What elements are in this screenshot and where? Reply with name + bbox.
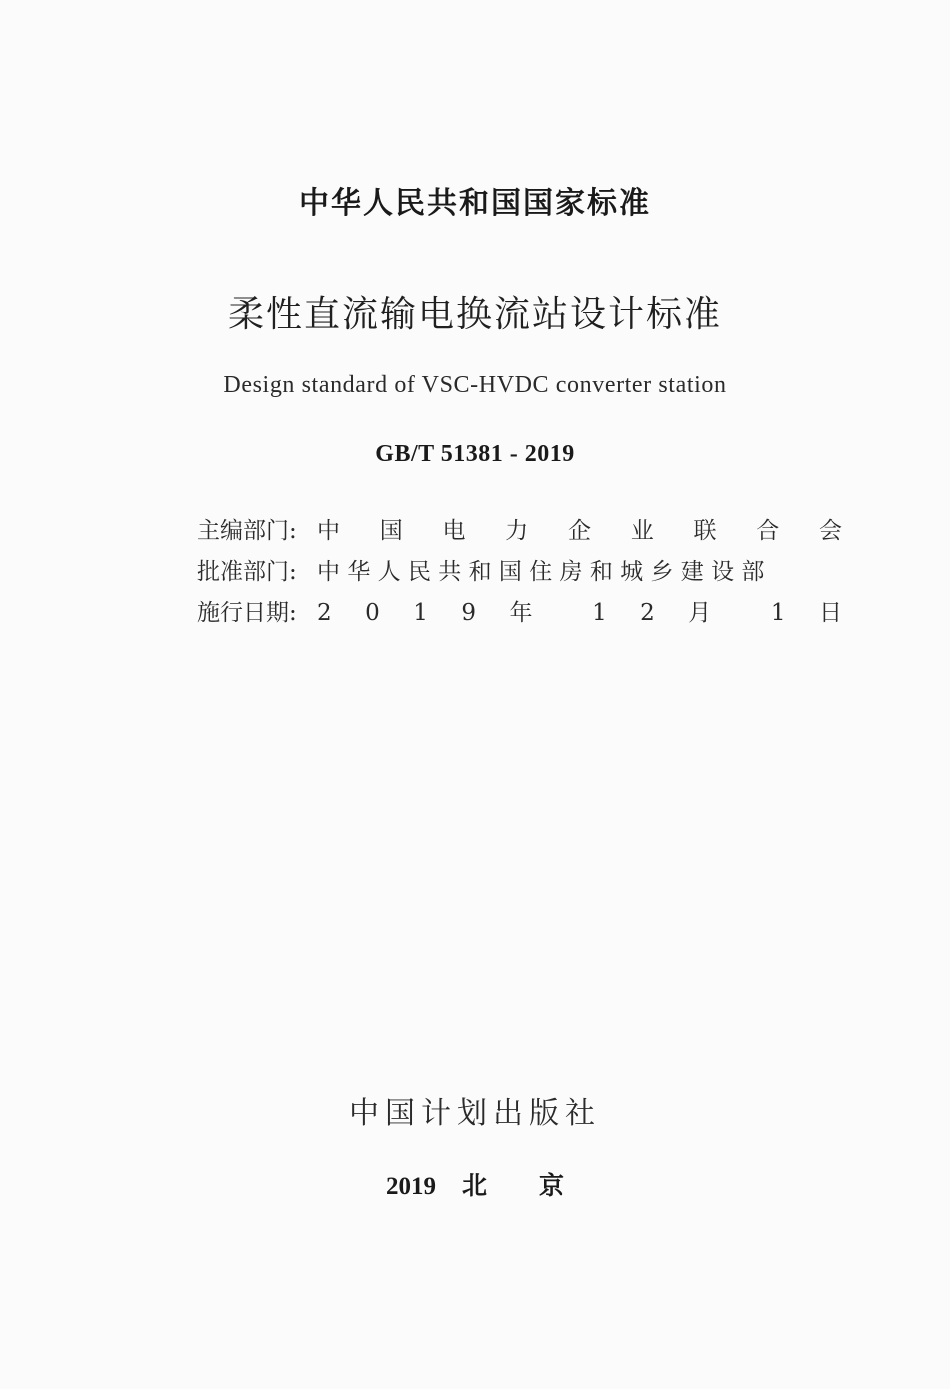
effective-date-label: 施行日期:: [197, 600, 297, 626]
compiling-department-row: [197, 512, 842, 545]
standard-title-chinese: 柔性直流输电换流站设计标准: [227, 294, 722, 335]
effective-date-value: 2 0 1 9 年 1 2 月 1 日: [317, 600, 843, 626]
compiling-department-value: 中 国 电 力 企 业 联 合 会: [317, 518, 842, 544]
publication-city-char-1: 北: [461, 1173, 487, 1200]
publication-year-place: [0, 1166, 950, 1202]
standard-title-english: Design standard of VSC-HVDC converter station: [223, 372, 727, 398]
approving-department-value: 中 华 人 民 共 和 国 住 房 和 城 乡 建 设 部: [317, 559, 765, 585]
effective-date-row: [197, 594, 843, 627]
publication-city-char-2: 京: [539, 1173, 565, 1200]
publication-year: 2019: [385, 1173, 436, 1200]
series-title: 中华人民共和国国家标准: [299, 186, 651, 221]
publisher: 中国计划出版社: [349, 1096, 601, 1131]
approving-department-row: [197, 553, 765, 586]
standard-number: GB/T 51381 - 2019: [375, 441, 575, 467]
approving-department-label: 批准部门:: [197, 559, 297, 585]
compiling-department-label: 主编部门:: [197, 518, 297, 544]
